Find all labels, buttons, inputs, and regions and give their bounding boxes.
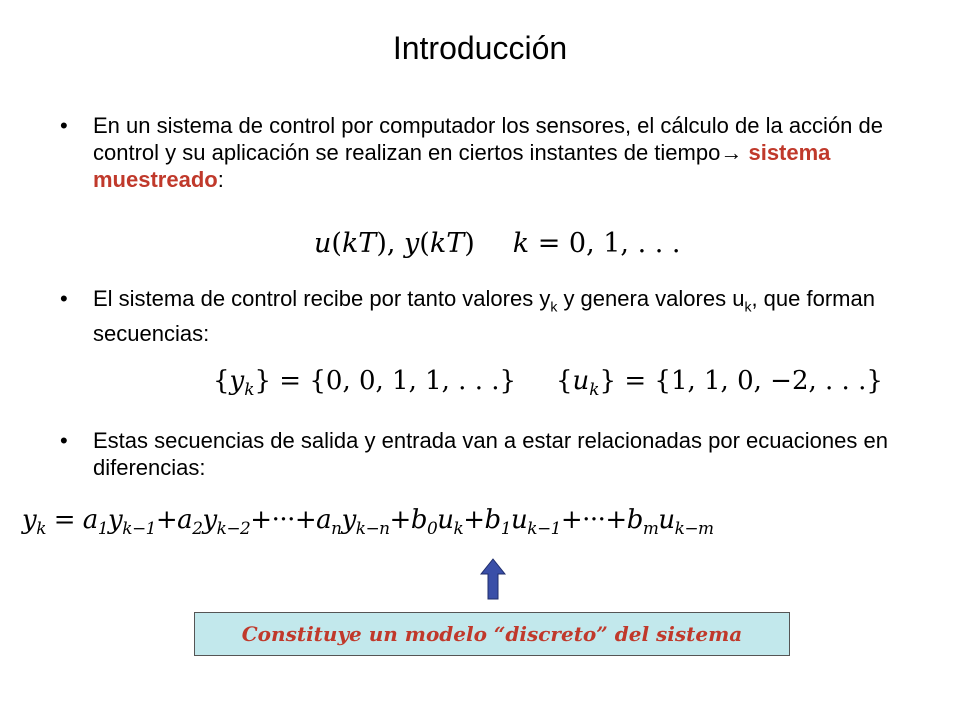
sequence-u-equation: $\{u_k\} = \{1$, 1, 0, −2, . . .}: [556, 366, 883, 400]
bullet-text-main: El sistema de control recibe por tanto valores y: [93, 286, 551, 311]
bullet-marker: •: [60, 113, 68, 138]
bullet-text: [93, 285, 920, 347]
bullet-text: [93, 112, 920, 193]
difference-equation: $y_k = a_1y_{k-1}+a_2y_{k-2}+\cdot\cdot\cdot+a_ny_{k-n}+b_0u_k+b_1u_{k-1}+\cdot\cdot\cdot+b_mu_{k-m}$: [22, 505, 714, 539]
bullet-sequences: [60, 285, 920, 347]
bullet-marker: •: [60, 286, 68, 311]
bullet-marker: •: [60, 428, 68, 453]
subscript-k: k: [550, 298, 558, 315]
slide-title: Introducción: [392, 30, 568, 66]
bullet-text-end: :: [217, 167, 224, 192]
bullet-text-end: , que forman secuencias:: [93, 286, 875, 347]
subscript-k: k: [744, 298, 752, 315]
bullet-text-middle: y genera valores u: [557, 286, 745, 311]
bullet-text-main: En un sistema de control por computador los sensores, el cálculo de la acción de control y su aplicación se realizan en ciertos instantes de tiempo: [93, 113, 883, 165]
discrete-model-callout: [194, 612, 790, 656]
callout-text: Constituye un modelo “discreto” del sistema: [241, 622, 743, 646]
bullet-sampled-system: [60, 112, 920, 193]
bullet-text: Estas secuencias de salida y entrada van a estar relacionadas por ecuaciones en diferencias:: [93, 428, 888, 480]
sampled-system-highlight: sistema muestreado: [93, 140, 831, 192]
right-arrow-icon: →: [720, 140, 743, 165]
sampling-equation: u(kT), y(kT) k = 0, 1, . . .: [314, 228, 681, 259]
sequence-y-equation: $\{y_k\} = \{0$, 0, 1, 1, . . .}: [213, 366, 517, 400]
up-arrow-icon: [480, 558, 506, 600]
bullet-difference-equations: [60, 427, 920, 481]
